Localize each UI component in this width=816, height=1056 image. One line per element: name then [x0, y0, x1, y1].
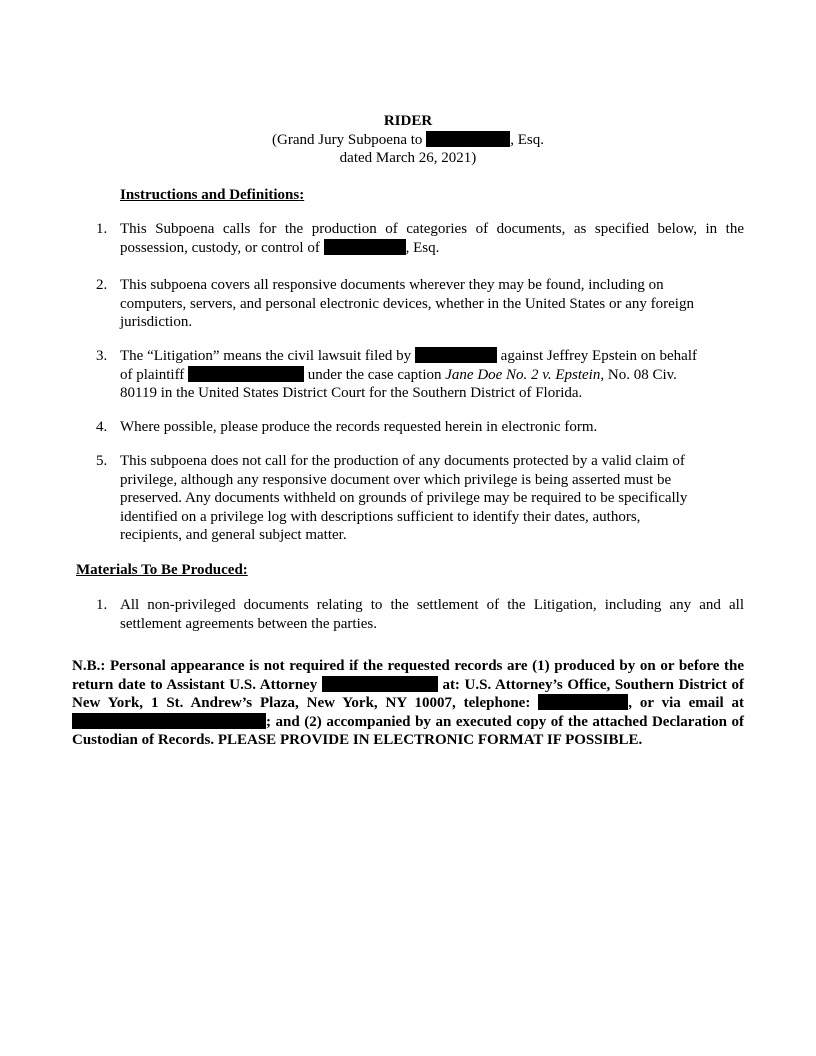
instruction-item-2	[0, 276, 744, 332]
instructions-heading-text: Instructions and Definitions	[120, 187, 300, 203]
redaction-box	[324, 239, 406, 255]
instruction-item-4	[0, 418, 744, 437]
nb-text-1: N.B.: Personal appearance is not required if the requested records are (1) produced by on or before the return date to Assistant U.S. Attorney	[72, 658, 744, 693]
instruction-text-b: against Jeffrey Epstein on behalf	[500, 348, 697, 364]
instructions-heading	[120, 186, 304, 205]
instruction-line: privilege, although any responsive document over which privilege is being asserted must be	[120, 471, 672, 488]
nb-text-4: ; and (2) accompanied by an executed copy of the attached Declaration of Custodian of Records. PLEASE PROVIDE IN ELECTRONIC FORMAT IF POSSIBLE.	[72, 713, 744, 748]
rider-title: RIDER	[383, 113, 433, 129]
materials-heading: Materials To Be Produced:	[76, 562, 248, 578]
instruction-item-5	[0, 452, 744, 545]
case-caption: Jane Doe No. 2 v. Epstein	[445, 366, 601, 383]
instruction-line: Where possible, please produce the records requested herein in electronic form.	[120, 419, 598, 435]
instruction-line: 80119 in the United States District Court for the Southern District of Florida.	[120, 385, 583, 401]
instruction-text	[120, 220, 744, 257]
redaction-box	[415, 347, 497, 363]
material-item-1	[0, 596, 744, 633]
instruction-text-a: The “Litigation” means the civil lawsuit filed by	[120, 348, 412, 364]
redaction-box	[188, 366, 304, 382]
nb-text-3: , or via email at	[628, 695, 745, 711]
instruction-text-c: , No. 08 Civ.	[600, 366, 677, 383]
instruction-line: This subpoena does not call for the production of any documents protected by a valid claim of	[120, 453, 685, 469]
subpoena-date-line: dated March 26, 2021)	[339, 150, 477, 166]
item-number: 5.	[96, 453, 108, 469]
subpoena-line-suffix: , Esq.	[510, 131, 544, 148]
instruction-line: This subpoena covers all responsive documents wherever they may be found, including on	[120, 277, 664, 293]
material-text: All non-privileged documents relating to the settlement of the Litigation, including any and all settlement agreements between the parties.	[120, 597, 744, 632]
instruction-line: computers, servers, and personal electronic devices, whether in the United States or any foreign	[120, 295, 694, 312]
instruction-item-3	[0, 347, 744, 403]
instruction-line: jurisdiction.	[120, 314, 193, 330]
instructions-heading-colon: :	[299, 187, 305, 203]
item-number: 1.	[96, 221, 108, 237]
nb-notice	[72, 657, 744, 750]
item-number: 3.	[96, 348, 108, 364]
subpoena-line	[0, 131, 816, 150]
subpoena-line-prefix: (Grand Jury Subpoena to	[272, 131, 423, 148]
redaction-box	[426, 131, 510, 147]
item-number: 1.	[96, 597, 108, 613]
instruction-line	[120, 366, 744, 385]
instruction-text-b: , Esq.	[405, 239, 440, 256]
instruction-line: identified on a privilege log with descriptions sufficient to identify their dates, authors,	[120, 508, 641, 525]
instruction-line	[120, 347, 744, 366]
redaction-box	[322, 676, 438, 692]
instruction-item-1	[0, 220, 744, 257]
item-number: 2.	[96, 277, 108, 293]
redaction-box	[72, 713, 266, 729]
instruction-text-a: This Subpoena calls for the production of categories of documents, as specified below, in the possession, custody, or control of	[120, 221, 744, 256]
instruction-text-b: under the case caption	[307, 366, 442, 383]
redaction-box	[538, 694, 628, 710]
item-number: 4.	[96, 419, 108, 435]
instruction-text-a: of plaintiff	[120, 366, 185, 383]
nb-text-2: at: U.S. Attorney’s Office, Southern District of New York, 1 St. Andrew’s Plaza, New York, NY 10007, telephone:	[72, 676, 745, 711]
instruction-line: preserved. Any documents withheld on grounds of privilege may be required to be specifically	[120, 490, 688, 506]
rider-header	[0, 112, 816, 168]
instruction-line: recipients, and general subject matter.	[120, 527, 347, 543]
